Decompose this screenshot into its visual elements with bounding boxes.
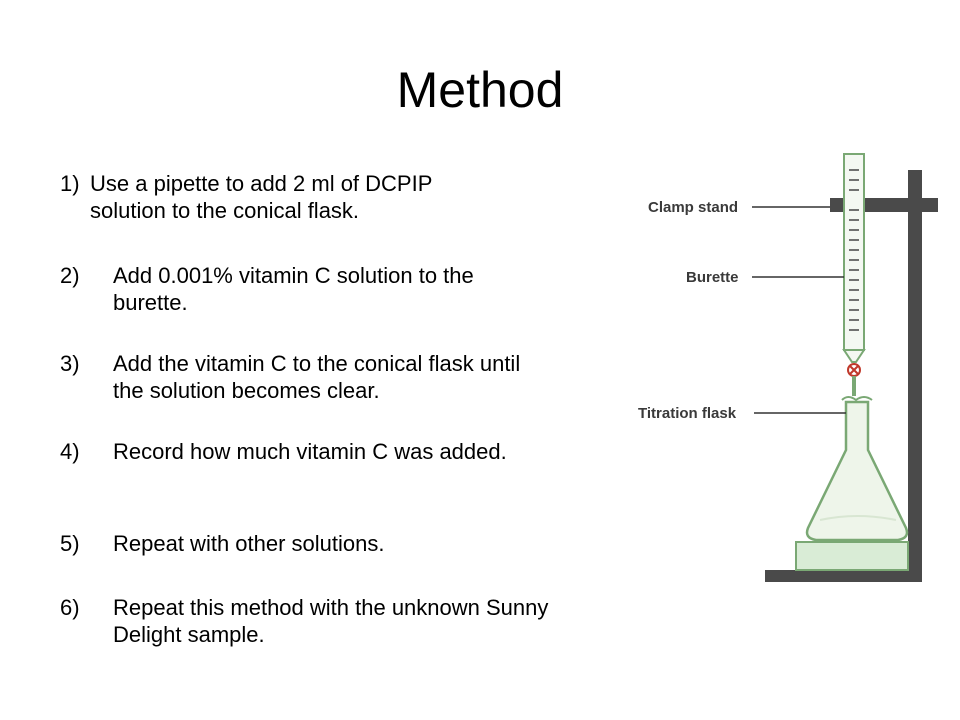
clamp-stand-pole — [908, 170, 922, 582]
step-number: 1) — [60, 171, 80, 196]
burette-tip — [852, 376, 856, 396]
step-number: 2) — [60, 263, 80, 288]
step-text: Use a pipette to add 2 ml of DCPIP solution to the conical flask. — [90, 171, 432, 223]
step-text: Repeat this method with the unknown Sunny Delight sample. — [113, 595, 549, 647]
step-text: Repeat with other solutions. — [113, 531, 385, 556]
titration-flask-label: Titration flask — [638, 405, 737, 422]
clamp-stand-label: Clamp stand — [648, 199, 739, 216]
step-number: 5) — [60, 531, 80, 556]
clamp-stand-base — [765, 570, 922, 582]
burette-label: Burette — [686, 269, 739, 286]
burette-taper — [844, 350, 864, 362]
step-text: Add the vitamin C to the conical flask until the solution becomes clear. — [113, 351, 521, 403]
flask-base-block — [796, 542, 908, 570]
step-text: Add 0.001% vitamin C solution to the burette. — [113, 263, 474, 315]
step-text: Record how much vitamin C was added. — [113, 439, 507, 464]
step-number: 4) — [60, 439, 80, 464]
step-number: 6) — [60, 595, 80, 620]
slide-title: Method — [396, 62, 564, 118]
titration-apparatus-diagram — [620, 150, 950, 590]
step-number: 3) — [60, 351, 80, 376]
